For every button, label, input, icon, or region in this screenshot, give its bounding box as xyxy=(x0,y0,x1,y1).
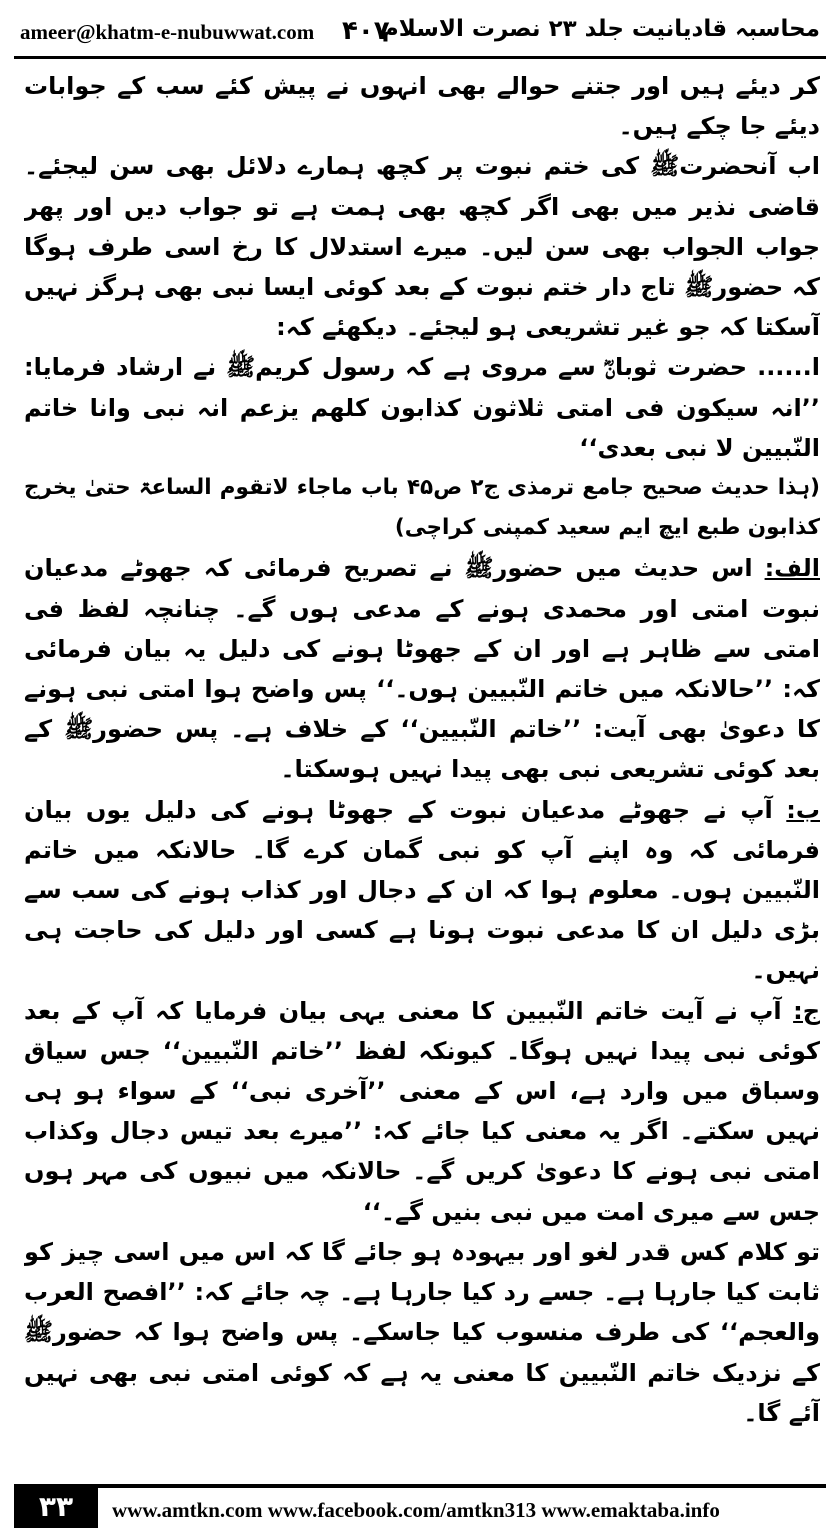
paragraph-conclusion: تو کلام کس قدر لغو اور بیہودہ ہو جائے گا کہ اس میں اسی چیز کو ثابت کیا جارہا ہے۔ جسے رد کیا جارہا ہے۔ چہ جائے کہ: ’’افصح العرب والعجم‘‘ کی طرف منسوب کیا جاسکے۔ پس واضح ہوا کہ حضورﷺ کے نزدیک خاتم النّبیین کا معنی یہ ہے کہ کوئی امتی نبی بھی نہیں آئے گا۔ xyxy=(24,1237,820,1427)
point-marker-bay: ب: xyxy=(786,795,820,824)
header-book-title: محاسبہ قادیانیت جلد ۲۳ نصرت الاسلام xyxy=(381,16,820,42)
paragraph-3 xyxy=(24,347,820,468)
paragraph-alif xyxy=(24,548,820,789)
footer-page-badge: ۳۳ xyxy=(14,1484,98,1528)
page-header xyxy=(14,10,826,54)
point-text-jeem: آپ نے آیت خاتم النّبیین کا معنی یہی بیان فرمایا کہ آپ کے بعد کوئی نبی پیدا نہیں ہوگا۔ کیونکہ لفظ ’’خاتم النّبیین‘‘ جس سیاق وسباق میں وارد ہے، اس کے معنی ’’آخری نبی‘‘ کے سواء ہو ہی نہیں سکتے۔ اگر یہ معنی کیا جائے کہ: ’’میرے بعد تیس دجال وکذاب امتی نبی ہونے کا دعویٰ کریں گے۔ حالانکہ میں نبیوں کی مہر ہوں جس سے میری امت میں نبی بنیں گے۔‘‘ xyxy=(24,996,820,1226)
point-marker-alif: الف: xyxy=(764,554,820,583)
header-email[interactable]: ameer@khatm-e-nubuwwat.com xyxy=(20,20,315,44)
footer-divider xyxy=(98,1484,826,1488)
point-text-alif: اس حدیث میں حضورﷺ نے تصریح فرمائی کہ جھوٹے مدعیان نبوت امتی اور محمدی ہونے کے مدعی ہوں گے۔ چنانچہ لفظ فی امتی سے ظاہر ہے اور ان کے جھوٹا ہونے کی دلیل یہ بیان فرمائی کہ: ’’حالانکہ میں خاتم النّبیین ہوں۔‘‘ پس واضح ہوا امتی نبی ہونے کا دعویٰ بھی آیت: ’’خاتم النّبیین‘‘ کے خلاف ہے۔ پس حضورﷺ کے بعد کوئی تشریعی نبی بھی پیدا نہیں ہوسکتا۔ xyxy=(24,554,820,784)
paragraph-jeem xyxy=(24,991,820,1232)
paragraph-bay xyxy=(24,790,820,991)
hadith-lead: ا...... حضرت ثوبانؓ سے مروی ہے کہ رسول کریمﷺ نے ارشاد فرمایا: xyxy=(24,353,820,382)
hadith-arabic-text: ’’انہ سیکون فی امتی ثلاثون کذابون کلھم یزعم انہ نبی وانا خاتم النّبیین لا نبی بعدی‘‘ xyxy=(24,393,820,462)
paragraph-2: اب آنحضرتﷺ کی ختم نبوت پر کچھ ہمارے دلائل بھی سن لیجئے۔ قاضی نذیر میں بھی اگر کچھ بھی ہمت ہے تو جواب دیں اور پھر جواب الجواب بھی سن لیں۔ میرے استدلال کا رخ اسی طرف ہوگا کہ حضورﷺ تاج دار ختم نبوت کے بعد کوئی ایسا نبی بھی ہرگز نہیں آسکتا کہ جو غیر تشریعی ہو لیجئے۔ دیکھئے کہ: xyxy=(24,152,820,342)
footer-website-links[interactable]: www.amtkn.com www.facebook.com/amtkn313 www.emaktaba.info xyxy=(112,1498,720,1522)
paragraph-1: کر دیئے ہیں اور جتنے حوالے بھی انہوں نے پیش کئے سب کے جوابات دیئے جا چکے ہیں۔ xyxy=(24,72,820,141)
hadith-reference: (ہذا حدیث صحیح جامع ترمذی ج۲ ص۴۵ باب ماجاء لاتقوم الساعۃ حتیٰ یخرج کذابون طبع ایچ ایم سعید کمپنی کراچی) xyxy=(24,475,820,541)
page-footer xyxy=(14,1484,826,1530)
point-text-bay: آپ نے جھوٹے مدعیان نبوت کے جھوٹا ہونے کی دلیل یوں بیان فرمائی کہ وہ اپنے آپ کو نبی گمان کرے گا۔ حالانکہ میں خاتم النّبیین ہوں۔ معلوم ہوا کہ ان کے دجال اور کذاب ہونے کی سب سے بڑی دلیل ان کا مدعی نبوت ہونا ہے کسی اور دلیل کی حاجت ہی نہیں۔ xyxy=(24,795,820,985)
header-page-number: ۴۰۷ xyxy=(342,16,390,46)
header-divider xyxy=(14,56,826,59)
point-marker-jeem: ج: xyxy=(793,996,820,1025)
page-body xyxy=(24,66,820,1466)
